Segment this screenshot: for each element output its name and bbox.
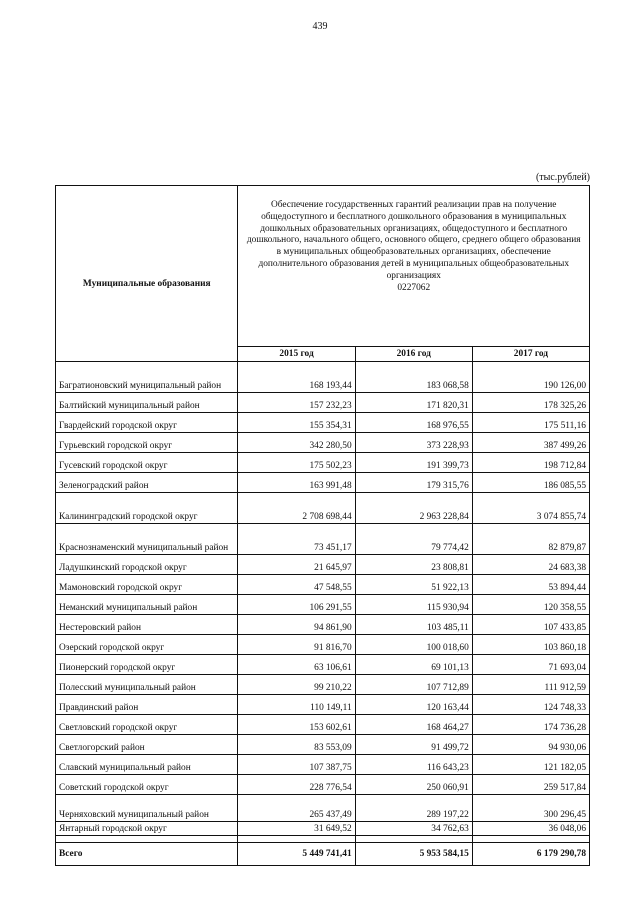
row-name-cell: Нестеровский район <box>56 615 238 635</box>
row-value-2017-cell: 124 748,33 <box>472 695 589 715</box>
row-value-2016-cell: 191 399,73 <box>355 453 472 473</box>
row-value-2015-cell: 21 645,97 <box>238 555 355 575</box>
row-value-2016-cell: 100 018,60 <box>355 635 472 655</box>
row-name-cell: Правдинский район <box>56 695 238 715</box>
row-value-2017-cell: 175 511,16 <box>472 413 589 433</box>
row-value-2016-cell: 171 820,31 <box>355 393 472 413</box>
units-label: (тыс.рублей) <box>535 172 590 183</box>
row-value-2017-cell: 190 126,00 <box>472 362 589 393</box>
table-row <box>56 655 590 675</box>
table-row <box>56 635 590 655</box>
row-name-cell: Янтарный городской округ <box>56 822 238 836</box>
row-value-2017-cell: 300 296,45 <box>472 795 589 822</box>
table-row <box>56 715 590 735</box>
municipal-column-header: Муниципальные образования <box>56 186 238 362</box>
total-2016-cell: 5 953 584,15 <box>355 843 472 866</box>
row-name-cell: Светлогорский район <box>56 735 238 755</box>
row-value-2017-cell: 71 693,04 <box>472 655 589 675</box>
row-value-2016-cell: 373 228,93 <box>355 433 472 453</box>
row-name-cell: Багратионовский муниципальный район <box>56 362 238 393</box>
row-name-cell: Светловский городской округ <box>56 715 238 735</box>
table-row <box>56 473 590 493</box>
row-value-2016-cell: 168 464,27 <box>355 715 472 735</box>
row-value-2017-cell: 174 736,28 <box>472 715 589 735</box>
row-value-2016-cell: 51 922,13 <box>355 575 472 595</box>
table-row <box>56 453 590 473</box>
row-name-cell: Пионерский городской округ <box>56 655 238 675</box>
row-value-2016-cell: 107 712,89 <box>355 675 472 695</box>
row-value-2016-cell: 2 963 228,84 <box>355 493 472 524</box>
row-name-cell: Ладушкинский городской округ <box>56 555 238 575</box>
row-value-2015-cell: 265 437,49 <box>238 795 355 822</box>
page-number: 439 <box>312 21 328 32</box>
row-value-2015-cell: 163 991,48 <box>238 473 355 493</box>
description-header <box>238 186 590 347</box>
row-value-2017-cell: 178 325,26 <box>472 393 589 413</box>
table-row <box>56 575 590 595</box>
row-value-2015-cell: 2 708 698,44 <box>238 493 355 524</box>
table-row <box>56 615 590 635</box>
total-2015-cell: 5 449 741,41 <box>238 843 355 866</box>
description-text: Обеспечение государственных гарантий реализации прав на получение общедоступного и бесплатного дошкольного образования в муниципальных дошкольных образовательных организациях, общедоступного и бесплатного дошкольного, начального общего, основного общего, среднего общего образования в муниципальных общеобразовательных организациях, обеспечение дополнительного образования детей в муниципальных общеобразовательных организациях <box>246 200 581 281</box>
row-value-2017-cell: 103 860,18 <box>472 635 589 655</box>
row-value-2015-cell: 168 193,44 <box>238 362 355 393</box>
row-value-2015-cell: 342 280,50 <box>238 433 355 453</box>
total-label-cell: Всего <box>56 843 238 866</box>
row-value-2017-cell: 36 048,06 <box>472 822 589 836</box>
row-name-cell: Гусевский городской округ <box>56 453 238 473</box>
row-value-2015-cell: 73 451,17 <box>238 524 355 555</box>
table-row <box>56 433 590 453</box>
row-name-cell: Советский городской округ <box>56 775 238 795</box>
table-header-row <box>56 186 590 347</box>
table-row <box>56 735 590 755</box>
row-value-2015-cell: 157 232,23 <box>238 393 355 413</box>
row-value-2016-cell: 115 930,94 <box>355 595 472 615</box>
row-name-cell: Калининградский городской округ <box>56 493 238 524</box>
row-value-2017-cell: 53 894,44 <box>472 575 589 595</box>
row-name-cell: Краснознаменский муниципальный район <box>56 524 238 555</box>
row-value-2016-cell: 34 762,63 <box>355 822 472 836</box>
row-name-cell: Славский муниципальный район <box>56 755 238 775</box>
row-name-cell: Черняховский муниципальный район <box>56 795 238 822</box>
gap-cell <box>472 836 589 843</box>
row-value-2016-cell: 183 068,58 <box>355 362 472 393</box>
gap-cell <box>355 836 472 843</box>
total-2017-cell: 6 179 290,78 <box>472 843 589 866</box>
year-2016-header: 2016 год <box>355 347 472 362</box>
row-value-2016-cell: 79 774,42 <box>355 524 472 555</box>
row-value-2016-cell: 289 197,22 <box>355 795 472 822</box>
table-row <box>56 524 590 555</box>
row-value-2016-cell: 23 808,81 <box>355 555 472 575</box>
table-row <box>56 555 590 575</box>
row-value-2015-cell: 99 210,22 <box>238 675 355 695</box>
year-2017-header: 2017 год <box>472 347 589 362</box>
row-value-2017-cell: 82 879,87 <box>472 524 589 555</box>
row-value-2015-cell: 107 387,75 <box>238 755 355 775</box>
row-value-2015-cell: 153 602,61 <box>238 715 355 735</box>
row-value-2017-cell: 3 074 855,74 <box>472 493 589 524</box>
row-name-cell: Озерский городской округ <box>56 635 238 655</box>
row-value-2015-cell: 94 861,90 <box>238 615 355 635</box>
code-text: 0227062 <box>397 282 431 293</box>
row-value-2015-cell: 91 816,70 <box>238 635 355 655</box>
row-name-cell: Мамоновский городской округ <box>56 575 238 595</box>
row-value-2015-cell: 228 776,54 <box>238 775 355 795</box>
row-value-2016-cell: 179 315,76 <box>355 473 472 493</box>
table-row <box>56 362 590 393</box>
row-value-2015-cell: 155 354,31 <box>238 413 355 433</box>
total-row <box>56 843 590 866</box>
row-value-2016-cell: 168 976,55 <box>355 413 472 433</box>
row-value-2015-cell: 110 149,11 <box>238 695 355 715</box>
row-value-2016-cell: 69 101,13 <box>355 655 472 675</box>
row-value-2016-cell: 120 163,44 <box>355 695 472 715</box>
budget-table <box>55 185 590 866</box>
row-value-2017-cell: 198 712,84 <box>472 453 589 473</box>
table-row <box>56 775 590 795</box>
table-row <box>56 795 590 822</box>
table-row <box>56 755 590 775</box>
row-value-2017-cell: 24 683,38 <box>472 555 589 575</box>
year-2015-header: 2015 год <box>238 347 355 362</box>
table-row <box>56 675 590 695</box>
row-value-2017-cell: 107 433,85 <box>472 615 589 635</box>
row-value-2017-cell: 111 912,59 <box>472 675 589 695</box>
row-value-2017-cell: 94 930,06 <box>472 735 589 755</box>
row-value-2015-cell: 63 106,61 <box>238 655 355 675</box>
table-row <box>56 413 590 433</box>
table-row <box>56 393 590 413</box>
row-value-2017-cell: 120 358,55 <box>472 595 589 615</box>
row-name-cell: Зеленоградский район <box>56 473 238 493</box>
row-name-cell: Полесский муниципальный район <box>56 675 238 695</box>
row-value-2017-cell: 121 182,05 <box>472 755 589 775</box>
table-gap-row <box>56 836 590 843</box>
table-row <box>56 493 590 524</box>
row-value-2015-cell: 31 649,52 <box>238 822 355 836</box>
gap-cell <box>238 836 355 843</box>
table-row <box>56 695 590 715</box>
table-row <box>56 595 590 615</box>
gap-cell <box>56 836 238 843</box>
row-value-2015-cell: 106 291,55 <box>238 595 355 615</box>
row-name-cell: Неманский муниципальный район <box>56 595 238 615</box>
row-value-2016-cell: 91 499,72 <box>355 735 472 755</box>
row-name-cell: Гурьевский городской округ <box>56 433 238 453</box>
row-value-2017-cell: 186 085,55 <box>472 473 589 493</box>
row-value-2015-cell: 83 553,09 <box>238 735 355 755</box>
row-name-cell: Балтийский муниципальный район <box>56 393 238 413</box>
row-value-2017-cell: 259 517,84 <box>472 775 589 795</box>
row-value-2015-cell: 47 548,55 <box>238 575 355 595</box>
row-value-2017-cell: 387 499,26 <box>472 433 589 453</box>
row-name-cell: Гвардейский городской округ <box>56 413 238 433</box>
row-value-2016-cell: 116 643,23 <box>355 755 472 775</box>
row-value-2015-cell: 175 502,23 <box>238 453 355 473</box>
row-value-2016-cell: 250 060,91 <box>355 775 472 795</box>
row-value-2016-cell: 103 485,11 <box>355 615 472 635</box>
table-row <box>56 822 590 836</box>
